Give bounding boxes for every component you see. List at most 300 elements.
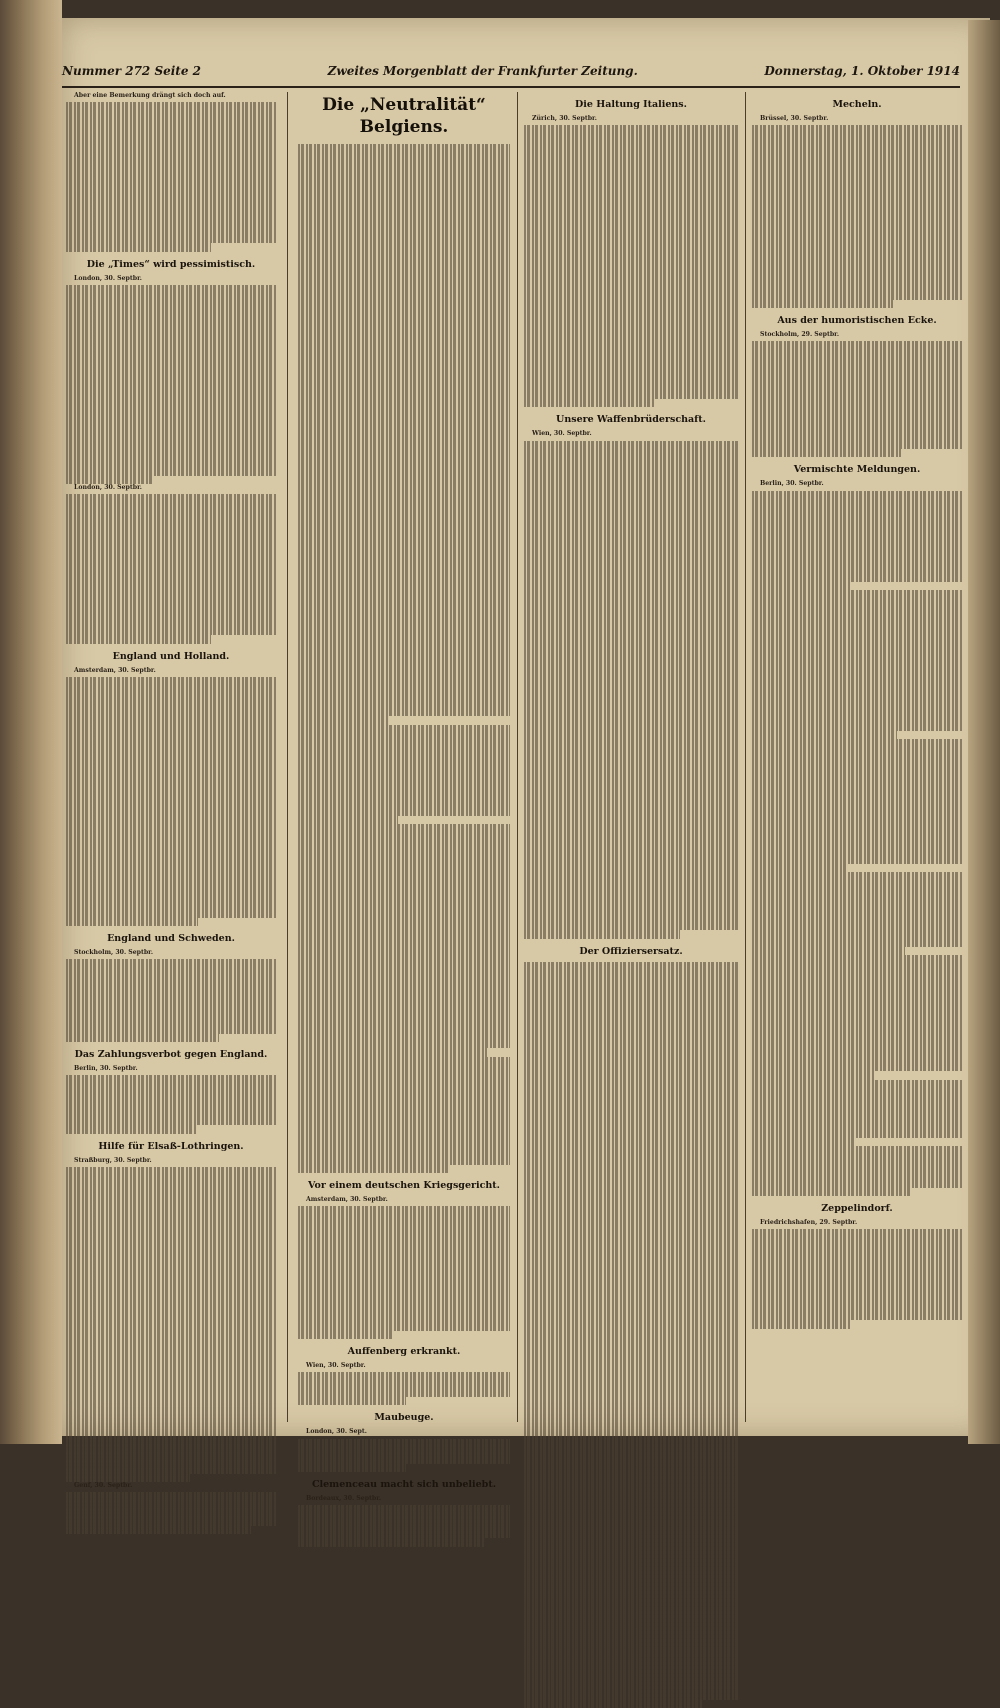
body-text-line [524, 978, 738, 986]
body-text-line [66, 918, 198, 926]
body-text-line [66, 519, 276, 527]
body-text-line [66, 1324, 276, 1332]
body-text-line [298, 716, 389, 724]
body-text-line [524, 1542, 738, 1550]
body-text-line [752, 657, 962, 665]
body-text-line [298, 891, 510, 899]
body-text-line [524, 665, 738, 673]
body-text-line [524, 880, 738, 888]
body-text-line [524, 1310, 738, 1318]
body-text-line [752, 250, 962, 258]
body-text-line [298, 600, 510, 608]
body-text-line [66, 127, 276, 135]
body-text-line [524, 349, 738, 357]
body-text-line [66, 586, 276, 594]
column-3 [524, 92, 738, 1422]
body-text-line [298, 1007, 510, 1015]
body-text-line [524, 598, 738, 606]
body-text-line [298, 1048, 487, 1056]
body-text-line [298, 285, 510, 293]
body-text-line [298, 484, 510, 492]
body-text-line [752, 972, 962, 980]
body-text-line [752, 1295, 962, 1303]
body-text-line [524, 1318, 738, 1326]
body-text-line [524, 374, 738, 382]
body-text-line [524, 275, 738, 283]
body-text-line [298, 492, 510, 500]
body-text-line [66, 177, 276, 185]
section-heading: Der Offiziersersatz. [579, 945, 683, 957]
body-text-line [524, 1385, 738, 1393]
body-text-line [298, 700, 510, 708]
body-text-line [524, 806, 738, 814]
body-text-line [752, 914, 962, 922]
body-text-line [66, 1200, 276, 1208]
body-text-line [524, 1169, 738, 1177]
body-text-line [524, 1103, 738, 1111]
body-text-line [752, 1046, 962, 1054]
body-text-line [752, 225, 962, 233]
body-text-line [298, 658, 510, 666]
body-text-line [752, 988, 962, 996]
body-text-line [298, 841, 510, 849]
body-text-line [752, 930, 962, 938]
body-text-line [524, 582, 738, 590]
body-text-line [524, 515, 738, 523]
body-text-line [66, 235, 276, 243]
body-text-line [66, 1308, 276, 1316]
body-text-line [524, 250, 738, 258]
body-text-line [66, 401, 276, 409]
body-text-line [524, 524, 738, 532]
body-text-line [66, 1333, 276, 1341]
body-text-line [298, 1140, 510, 1148]
body-text-line [524, 1700, 702, 1708]
body-text-line [524, 316, 738, 324]
body-text-line [298, 799, 510, 807]
body-text-line [66, 1399, 276, 1407]
body-text-line [298, 1297, 510, 1305]
article-dateline: Genf, 30. Septbr. [74, 1482, 133, 1490]
body-text-line [752, 300, 893, 308]
body-text-line [524, 839, 738, 847]
body-text-line [66, 1341, 276, 1349]
body-text-line [752, 648, 962, 656]
body-text-line [66, 1100, 276, 1108]
body-text-line [524, 1642, 738, 1650]
body-text-line [66, 544, 276, 552]
body-text-line [66, 752, 276, 760]
body-text-line [752, 565, 962, 573]
body-text-line [66, 1075, 276, 1083]
body-text-line [66, 1432, 276, 1440]
body-text-line [752, 507, 962, 515]
body-text-line [752, 781, 962, 789]
body-text-line [298, 177, 510, 185]
body-text-line [66, 494, 276, 502]
body-text-line [752, 922, 962, 930]
body-text-line [524, 914, 738, 922]
body-text-line [752, 1320, 851, 1328]
body-text-line [66, 810, 276, 818]
body-text-line [66, 409, 276, 417]
body-text-line [66, 1183, 276, 1191]
article-dateline: Stockholm, 30. Septbr. [74, 948, 154, 956]
article-dateline: Stockholm, 29. Septbr. [760, 330, 840, 338]
body-text-line [298, 1464, 406, 1472]
header-rule [62, 86, 960, 88]
body-text-line [66, 368, 276, 376]
body-text-line [66, 552, 276, 560]
body-text-line [752, 283, 962, 291]
body-text-line [752, 1063, 962, 1071]
section-heading: England und Holland. [112, 650, 230, 662]
body-text-line [752, 939, 962, 947]
body-text-line [524, 499, 738, 507]
body-text-line [752, 881, 962, 889]
body-text-line [524, 748, 738, 756]
body-text-line [66, 768, 276, 776]
body-text-line [66, 1242, 276, 1250]
body-text-line [752, 1113, 962, 1121]
body-text-line [524, 158, 738, 166]
body-text-line [524, 648, 738, 656]
body-text-line [524, 632, 738, 640]
body-text-line [524, 200, 738, 208]
body-text-line [66, 310, 276, 318]
body-text-line [66, 1034, 219, 1042]
body-text-line [752, 698, 962, 706]
body-text-line [752, 358, 962, 366]
body-text-line [66, 185, 276, 193]
body-text-line [524, 607, 738, 615]
body-text-line [298, 244, 510, 252]
body-text-line [752, 706, 962, 714]
column-divider [287, 92, 288, 1422]
body-text-line [524, 233, 738, 241]
body-text-line [524, 789, 738, 797]
body-text-line [524, 773, 738, 781]
body-text-line [752, 549, 962, 557]
section-heading: Hilfe für Elsaß-Lothringen. [98, 1140, 244, 1152]
body-text-line [524, 549, 738, 557]
body-text-line [66, 1275, 276, 1283]
body-text-line [524, 474, 738, 482]
body-text-line [752, 1022, 962, 1030]
body-text-line [298, 268, 510, 276]
body-text-line [752, 665, 962, 673]
body-text-line [524, 150, 738, 158]
body-text-line [66, 718, 276, 726]
body-text-line [298, 634, 510, 642]
body-text-line [524, 714, 738, 722]
body-text-line [66, 619, 276, 627]
section-heading: Clemenceau macht sich unbeliebt. [311, 1478, 497, 1490]
body-text-line [524, 897, 738, 905]
body-text-line [524, 995, 738, 1003]
body-text-line [524, 723, 738, 731]
body-text-line [524, 1028, 738, 1036]
body-text-line [298, 1123, 510, 1131]
body-text-line [524, 1277, 738, 1285]
body-text-line [752, 723, 962, 731]
body-text-line [524, 623, 738, 631]
body-text-line [752, 623, 962, 631]
body-text-line [524, 872, 738, 880]
body-text-line [298, 1372, 510, 1380]
body-text-line [752, 1080, 962, 1088]
body-text-line [298, 318, 510, 326]
body-text-line [752, 764, 962, 772]
body-text-line [524, 441, 738, 449]
body-text-line [752, 739, 962, 747]
body-text-line [524, 1592, 738, 1600]
body-text-line [66, 1225, 276, 1233]
body-text-line [752, 1138, 855, 1146]
body-text-line [752, 150, 962, 158]
body-text-line [66, 818, 276, 826]
body-text-line [66, 677, 276, 685]
body-text-line [66, 876, 276, 884]
body-text-line [298, 459, 510, 467]
body-text-line [298, 916, 510, 924]
body-text-line [524, 291, 738, 299]
article-dateline: Bordeaux, 30. Septbr. [306, 1494, 382, 1502]
body-text-line [298, 343, 510, 351]
body-text-line [66, 893, 276, 901]
body-text-line [298, 1106, 510, 1114]
body-text-line [298, 376, 510, 384]
body-text-line [752, 408, 962, 416]
body-text-line [752, 789, 962, 797]
body-text-line [524, 208, 738, 216]
body-text-line [524, 1451, 738, 1459]
body-text-line [752, 681, 962, 689]
body-text-line [298, 766, 510, 774]
body-text-line [752, 582, 851, 590]
body-text-line [752, 1088, 962, 1096]
body-text-line [298, 1231, 510, 1239]
body-text-line [298, 1455, 510, 1463]
body-text-line [298, 327, 510, 335]
body-text-line [298, 858, 510, 866]
body-text-line [524, 698, 738, 706]
body-text-line [752, 889, 962, 897]
body-text-line [524, 1584, 738, 1592]
body-text-line [524, 1078, 738, 1086]
body-text-line [524, 1468, 738, 1476]
page-header [62, 58, 960, 84]
body-text-line [66, 418, 276, 426]
body-text-line [524, 656, 738, 664]
body-text-line [752, 872, 962, 880]
body-text-line [752, 1304, 962, 1312]
article-dateline: Aber eine Bemerkung drängt sich doch auf. [74, 92, 226, 99]
body-text-line [752, 192, 962, 200]
body-text-line [752, 598, 962, 606]
section-heading: Unsere Waffenbrüderschaft. [556, 414, 706, 426]
section-heading: Die Haltung Italiens. [575, 99, 687, 110]
body-text-line [524, 1136, 738, 1144]
body-text-line [752, 997, 962, 1005]
body-text-line [524, 324, 738, 332]
body-text-line [298, 1447, 510, 1455]
body-text-line [752, 822, 962, 830]
body-text-line [752, 515, 962, 523]
body-text-line [298, 1057, 510, 1065]
body-text-line [298, 1165, 449, 1173]
body-text-line [298, 849, 510, 857]
body-text-line [66, 1449, 276, 1457]
body-text-line [298, 393, 510, 401]
body-text-line [298, 1380, 510, 1388]
body-text-line [298, 750, 510, 758]
body-text-line [298, 401, 510, 409]
column-divider [517, 92, 518, 1422]
body-text-line [524, 1011, 738, 1019]
body-text-line [298, 451, 510, 459]
article-dateline: Straßburg, 30. Septbr. [74, 1156, 152, 1164]
body-text-line [66, 1374, 276, 1382]
body-text-line [66, 194, 276, 202]
body-text-line [524, 565, 738, 573]
body-text-line [66, 602, 276, 610]
body-text-line [752, 1163, 962, 1171]
body-text-line [298, 775, 510, 783]
body-text-line [752, 208, 962, 216]
body-text-line [524, 739, 738, 747]
body-text-line [524, 1044, 738, 1052]
body-text-line [524, 1501, 738, 1509]
body-text-line [524, 1053, 738, 1061]
body-text-line [524, 1692, 738, 1700]
body-text-line [524, 391, 738, 399]
body-text-line [298, 824, 510, 832]
body-text-line [524, 1600, 738, 1608]
body-text-line [524, 1567, 738, 1575]
body-text-line [298, 1281, 510, 1289]
body-text-line [752, 142, 962, 150]
body-text-line [524, 1609, 738, 1617]
body-text-line [66, 569, 276, 577]
body-text-line [298, 210, 510, 218]
body-text-line [752, 640, 962, 648]
body-text-line [524, 1327, 738, 1335]
body-text-line [66, 227, 276, 235]
body-text-line [298, 1223, 510, 1231]
body-text-line [752, 258, 962, 266]
body-text-line [524, 706, 738, 714]
body-text-line [66, 1125, 196, 1133]
section-heading: Aus der humoristischen Ecke. [777, 314, 937, 326]
body-text-line [66, 1474, 190, 1482]
body-text-line [298, 1389, 510, 1397]
body-text-line [524, 690, 738, 698]
body-text-line [524, 399, 655, 407]
body-text-line [524, 970, 738, 978]
body-text-line [752, 449, 901, 457]
body-text-line [752, 673, 962, 681]
body-text-line [66, 528, 276, 536]
body-text-line [66, 1258, 276, 1266]
body-text-line [298, 708, 510, 716]
body-text-line [524, 1069, 738, 1077]
article-dateline: London, 30. Septbr. [74, 274, 142, 282]
body-text-line [752, 897, 962, 905]
body-text-line [298, 683, 510, 691]
body-text-line [66, 801, 276, 809]
body-text-line [298, 559, 510, 567]
body-text-line [524, 490, 738, 498]
body-text-line [66, 351, 276, 359]
body-text-line [752, 524, 962, 532]
body-text-line [298, 310, 510, 318]
body-text-line [66, 160, 276, 168]
body-text-line [752, 1271, 962, 1279]
body-text-line [298, 974, 510, 982]
body-text-line [524, 864, 738, 872]
body-text-line [524, 1061, 738, 1069]
body-text-line [524, 1434, 738, 1442]
body-text-line [66, 1492, 276, 1500]
body-text-line [524, 1393, 738, 1401]
body-text-line [298, 1090, 510, 1098]
body-text-line [524, 1368, 738, 1376]
article-dateline: Berlin, 30. Septbr. [760, 480, 824, 488]
body-text-line [752, 241, 962, 249]
body-text-line [298, 1040, 510, 1048]
body-text-line [66, 1109, 276, 1117]
body-text-line [66, 1416, 276, 1424]
body-text-line [752, 864, 847, 872]
body-text-line [298, 161, 510, 169]
article-dateline: Wien, 30. Septbr. [306, 1361, 366, 1369]
body-text-line [298, 882, 510, 890]
body-text-line [752, 748, 962, 756]
body-text-line [752, 632, 962, 640]
body-text-line [298, 152, 510, 160]
body-text-line [66, 1517, 276, 1525]
body-text-line [66, 119, 276, 127]
body-text-line [66, 1266, 276, 1274]
body-text-line [524, 507, 738, 515]
body-text-line [66, 285, 276, 293]
body-text-line [66, 476, 152, 484]
body-text-line [298, 476, 510, 484]
body-text-line [752, 798, 962, 806]
body-text-line [524, 1252, 738, 1260]
body-text-line [524, 333, 738, 341]
body-text-line [298, 219, 510, 227]
body-text-line [298, 957, 510, 965]
body-text-line [524, 573, 738, 581]
body-text-line [524, 1476, 738, 1484]
body-text-line [66, 536, 276, 544]
body-text-line [524, 266, 738, 274]
body-text-line [298, 1289, 510, 1297]
body-text-line [752, 905, 962, 913]
body-text-line [752, 183, 962, 191]
article-dateline: Berlin, 30. Septbr. [74, 1065, 138, 1073]
body-text-line [298, 575, 510, 583]
body-text-line [752, 432, 962, 440]
body-text-line [524, 1401, 738, 1409]
body-text-line [298, 733, 510, 741]
body-text-line [752, 266, 962, 274]
body-text-line [524, 1683, 738, 1691]
body-text-line [752, 814, 962, 822]
body-text-line [66, 1233, 276, 1241]
